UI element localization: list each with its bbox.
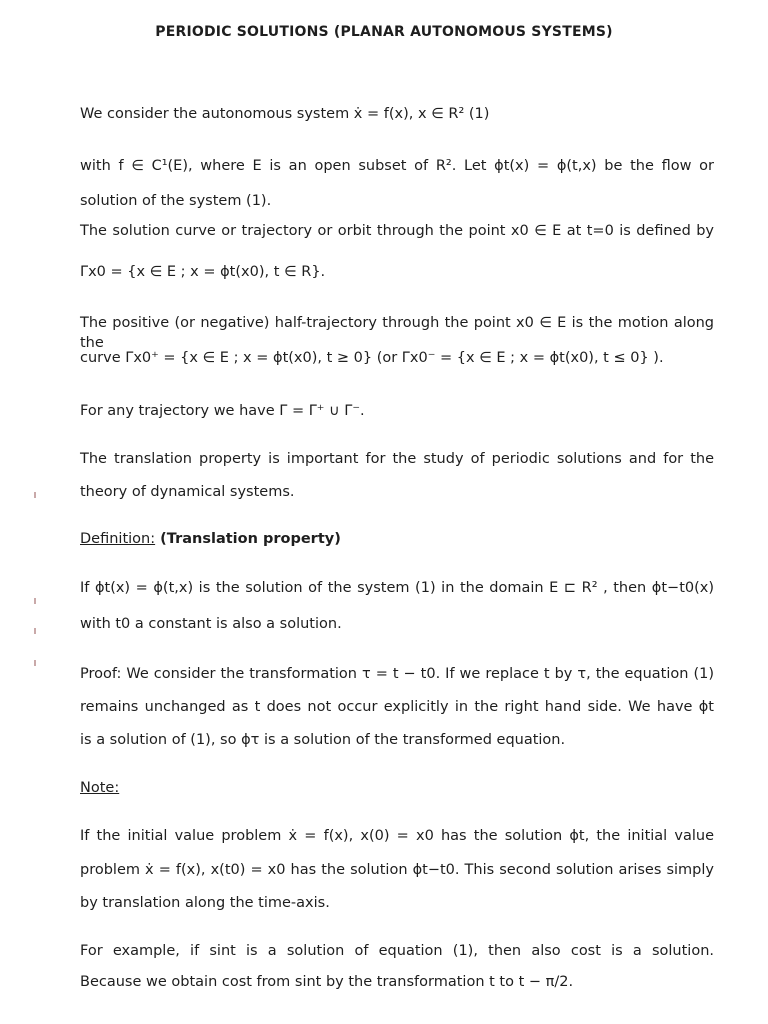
- text-line: is a solution of (1), so ϕτ is a solution of the transformed equation.: [80, 732, 566, 748]
- text-line: solution of the system (1).: [80, 193, 272, 209]
- text-line: For example, if sint is a solution of equation (1), then also cost is a solution.: [80, 943, 714, 959]
- text-line: remains unchanged as t does not occur explicitly in the right hand side. We have ϕt: [80, 699, 714, 715]
- text-line: For any trajectory we have Γ = Γ⁺ ∪ Γ⁻.: [80, 403, 365, 419]
- text-line: with t0 a constant is also a solution.: [80, 616, 342, 632]
- note-heading: [80, 778, 119, 798]
- definition-label: Definition:: [80, 531, 156, 547]
- text-line: Proof: We consider the transformation τ = t − t0. If we replace t by τ, the equation (1): [80, 666, 714, 682]
- scan-mark: [34, 628, 36, 634]
- scan-mark: [34, 660, 36, 666]
- scan-mark: [34, 492, 36, 498]
- text-line: by translation along the time-axis.: [80, 895, 330, 911]
- definition-heading: [80, 529, 341, 549]
- text-line: theory of dynamical systems.: [80, 484, 295, 500]
- text-line: If ϕt(x) = ϕ(t,x) is the solution of the system (1) in the domain E ⊏ R² , then ϕt−t0(x): [80, 580, 714, 596]
- text-line: with f ∈ C¹(E), where E is an open subset of R². Let ϕt(x) = ϕ(t,x) be the flow or: [80, 158, 714, 174]
- text-line: curve Γx0⁺ = {x ∈ E ; x = ϕt(x0), t ≥ 0} (or Γx0⁻ = {x ∈ E ; x = ϕt(x0), t ≤ 0} ).: [80, 350, 664, 366]
- scan-mark: [34, 598, 36, 604]
- text-line: Because we obtain cost from sint by the transformation t to t − π/2.: [80, 974, 574, 990]
- page-title: PERIODIC SOLUTIONS (PLANAR AUTONOMOUS SYSTEMS): [155, 24, 613, 40]
- definition-title: (Translation property): [155, 531, 341, 547]
- text-line: problem ẋ = f(x), x(t0) = x0 has the solution ϕt−t0. This second solution arises simply: [80, 862, 714, 878]
- text-line: The positive (or negative) half-trajectory through the point x0 ∈ E is the motion along the: [80, 315, 714, 351]
- note-label: Note:: [80, 780, 120, 796]
- text-line: The translation property is important for the study of periodic solutions and for the: [80, 451, 714, 467]
- text-line: Γx0 = {x ∈ E ; x = ϕt(x0), t ∈ R}.: [80, 264, 326, 280]
- text-line: If the initial value problem ẋ = f(x), x(0) = x0 has the solution ϕt, the initial value: [80, 828, 714, 844]
- text-line: The solution curve or trajectory or orbit through the point x0 ∈ E at t=0 is defined by: [80, 223, 714, 239]
- text-line: We consider the autonomous system ẋ = f(x), x ∈ R² (1): [80, 106, 490, 122]
